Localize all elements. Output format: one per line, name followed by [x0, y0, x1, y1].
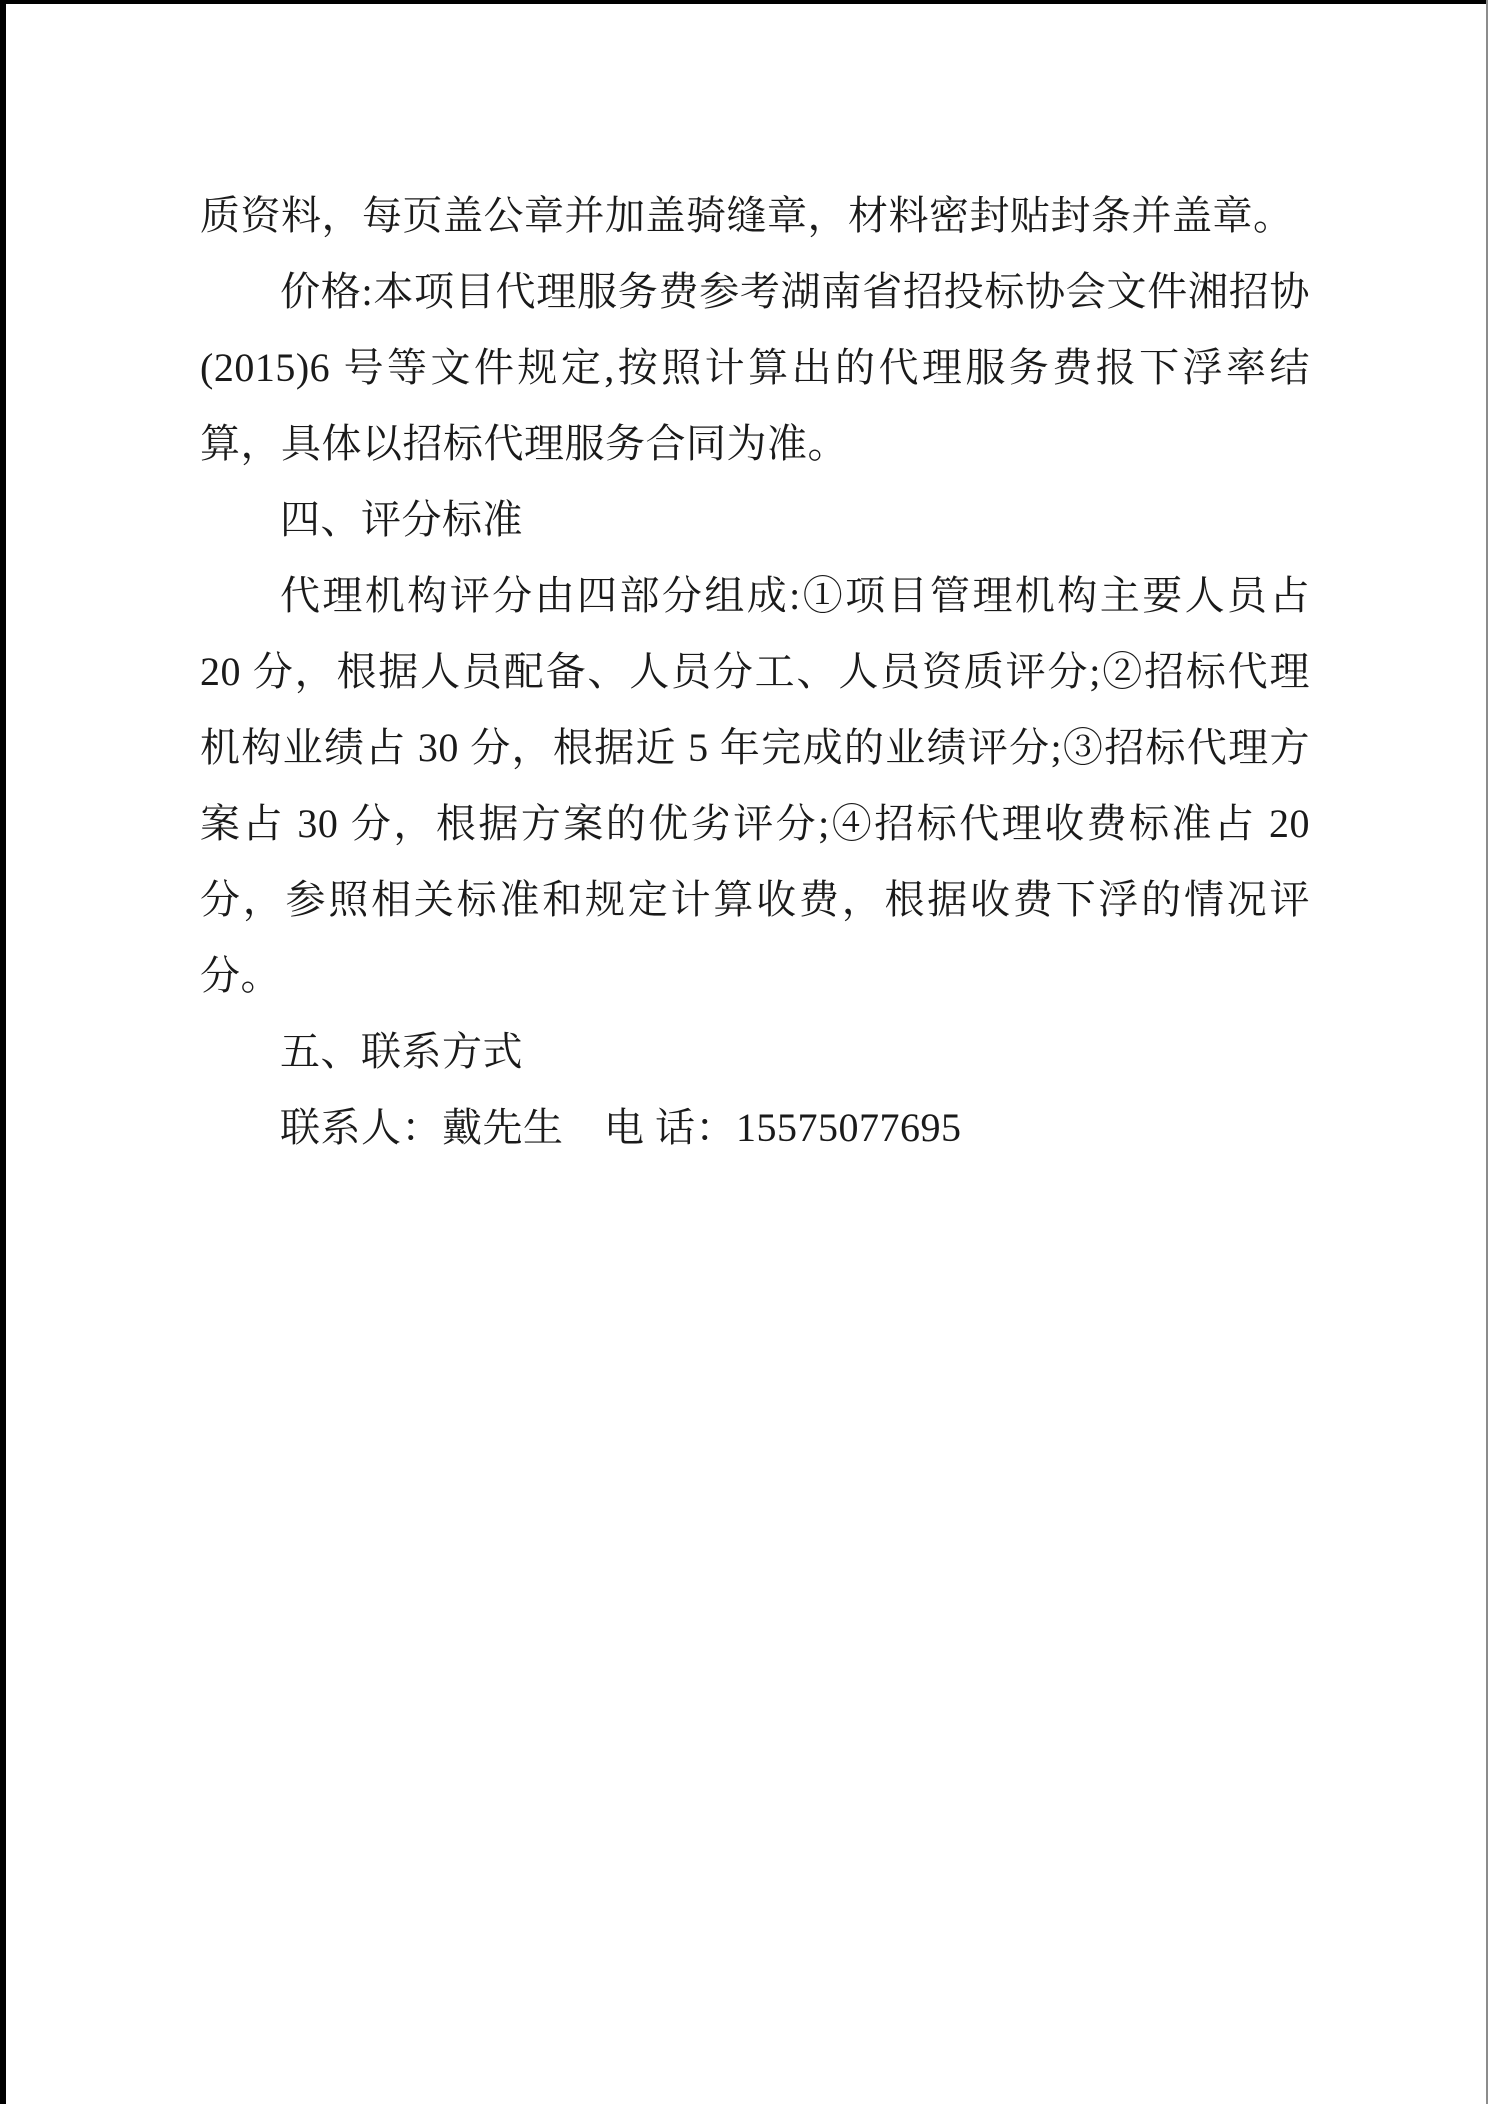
paragraph-contact: 联系人：戴先生 电 话：15575077695 [280, 1105, 962, 1150]
document-text-block [200, 178, 1310, 1166]
paragraph-scoring: 代理机构评分由四部分组成:①项目管理机构主要人员占 20 分，根据人员配备、人员分工、人员资质评分;②招标代理机构业绩占 30 分，根据近 5 年完成的业绩评分;③招标代理方案占 30 分，根据方案的优劣评分;④招标代理收费标准占 20 分，参照相关标准和规定计算收费，根据收费下浮的情况评分。 [200, 573, 1310, 998]
paragraph-price: 价格:本项目代理服务费参考湖南省招投标协会文件湘招协(2015)6 号等文件规定,按照计算出的代理服务费报下浮率结算，具体以招标代理服务合同为准。 [200, 269, 1310, 466]
paragraph-continued-materials: 质资料，每页盖公章并加盖骑缝章，材料密封贴封条并盖章。 [200, 193, 1294, 238]
page-left-edge [0, 0, 6, 2104]
heading-section-5: 五、联系方式 [280, 1029, 523, 1074]
heading-section-4: 四、评分标准 [280, 497, 523, 542]
page-top-edge [0, 0, 1488, 4]
